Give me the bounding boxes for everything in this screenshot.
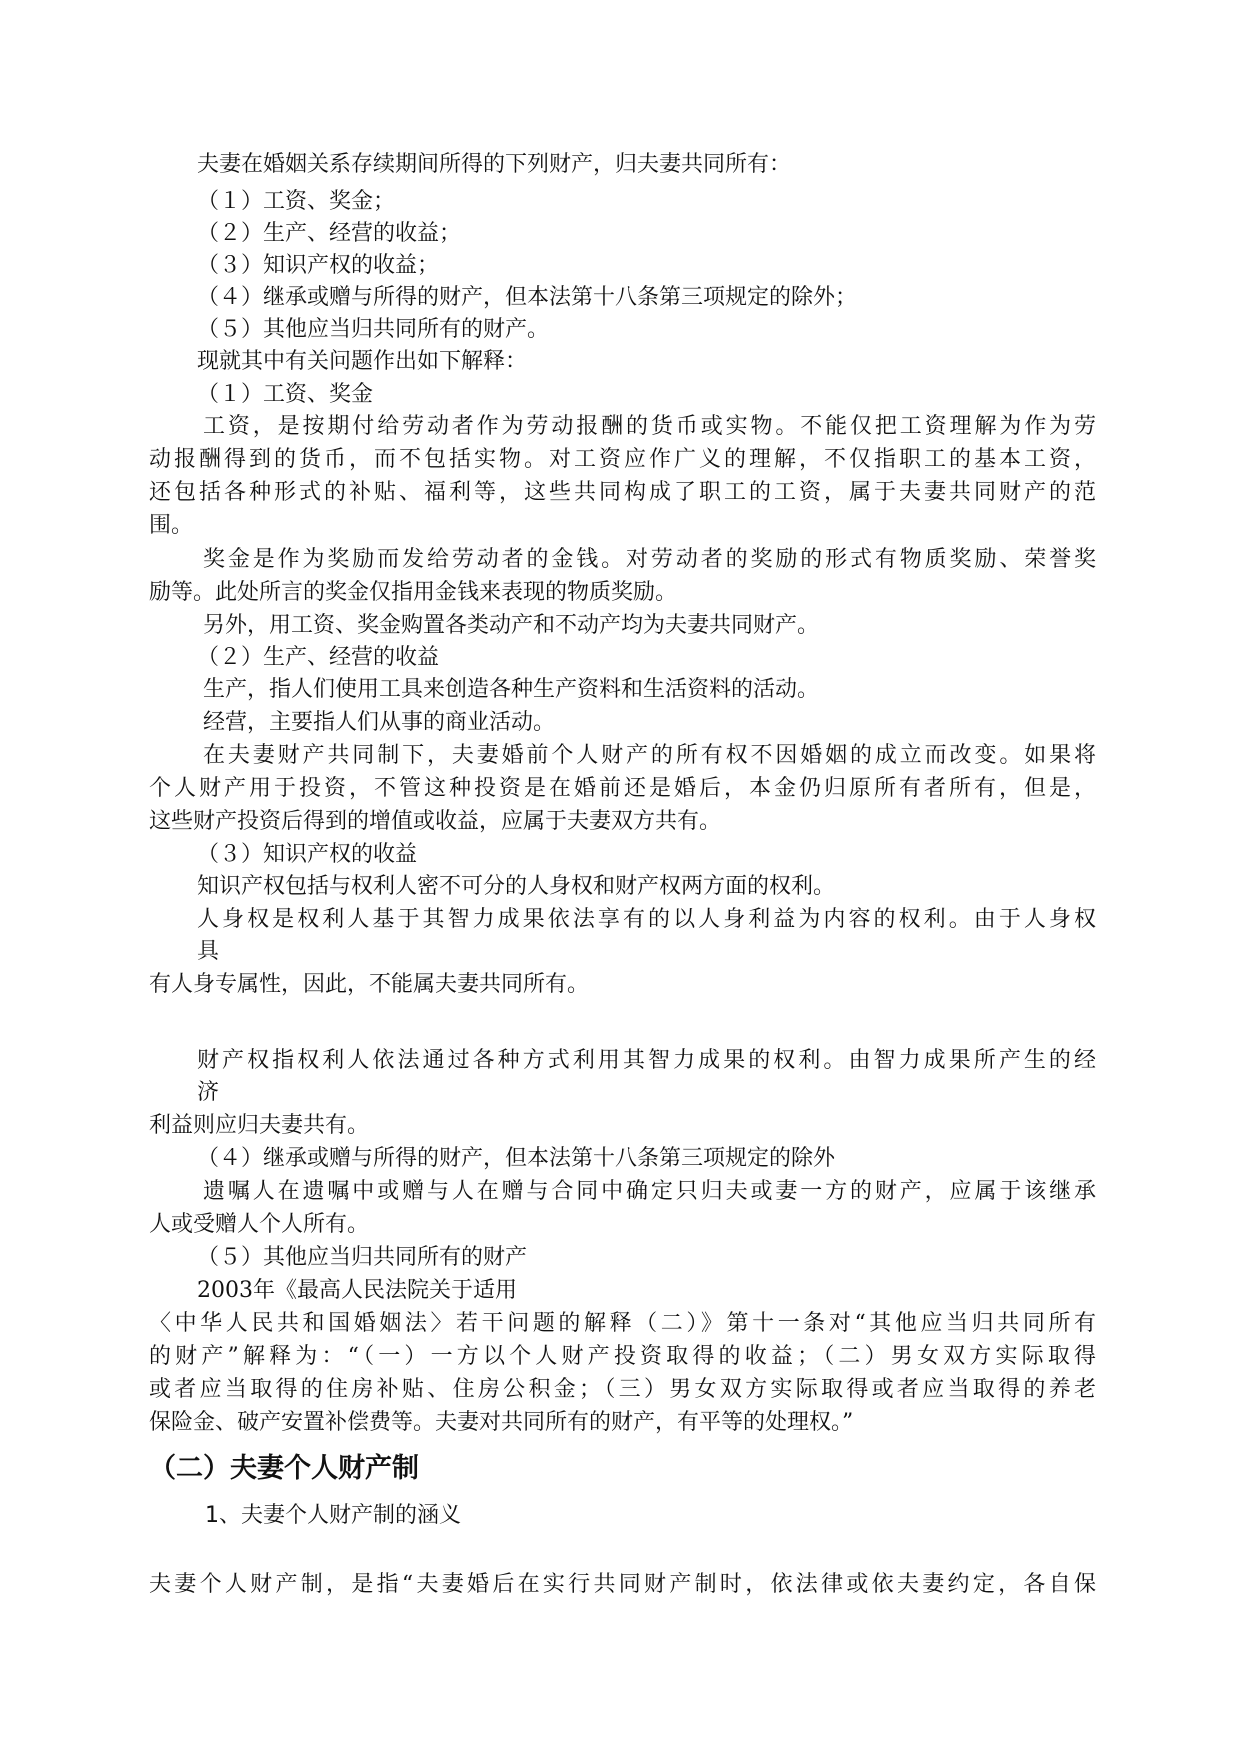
- paragraph-line: 或者应当取得的住房补贴、住房公积金；（三）男女双方实际取得或者应当取得的养老: [149, 1377, 1100, 1402]
- paragraph-line: 有人身专属性，因此，不能属夫妻共同所有。: [149, 972, 590, 997]
- paragraph-line: 知识产权包括与权利人密不可分的人身权和财产权两方面的权利。: [197, 874, 836, 899]
- list-item: （２）生产、经营的收益；: [197, 221, 462, 246]
- section-heading: （二）夫妻个人财产制: [149, 1453, 419, 1484]
- paragraph-line: 工资，是按期付给劳动者作为劳动报酬的货币或实物。不能仅把工资理解为作为劳: [203, 414, 1099, 439]
- paragraph-line: 这些财产投资后得到的增值或收益，应属于夫妻双方共有。: [149, 809, 722, 834]
- paragraph-line: 保险金、破产安置补偿费等。夫妻对共同所有的财产，有平等的处理权。”: [149, 1410, 854, 1435]
- list-item: （３）知识产权的收益；: [197, 253, 440, 278]
- paragraph-line: 人身权是权利人基于其智力成果依法享有的以人身利益为内容的权利。由于人身权: [197, 907, 1100, 932]
- paragraph-line: 励等。此处所言的奖金仅指用金钱来表现的物质奖励。: [149, 580, 678, 605]
- list-item: （１）工资、奖金；: [197, 189, 396, 214]
- paragraph-line: 现就其中有关问题作出如下解释：: [197, 349, 528, 374]
- paragraph-line: 具: [197, 939, 220, 964]
- subsection-heading: 1、夫妻个人财产制的涵义: [205, 1503, 461, 1528]
- paragraph-line: 生产，指人们使用工具来创造各种生产资料和生活资料的活动。: [203, 677, 820, 702]
- section-label: （５）其他应当归共同所有的财产: [197, 1245, 528, 1270]
- list-item: （４）继承或赠与所得的财产，但本法第十八条第三项规定的除外；: [197, 285, 858, 310]
- section-label: （１）工资、奖金: [197, 382, 374, 407]
- section-label: （４）继承或赠与所得的财产，但本法第十八条第三项规定的除外: [197, 1146, 836, 1171]
- paragraph-line: 经营，主要指人们从事的商业活动。: [203, 710, 556, 735]
- paragraph-line: 利益则应归夫妻共有。: [149, 1113, 370, 1138]
- paragraph-line: 个人财产用于投资，不管这种投资是在婚前还是婚后，本金仍归原所有者所有，但是，: [149, 776, 1099, 801]
- paragraph-line: 遗嘱人在遗嘱中或赠与人在赠与合同中确定只归夫或妻一方的财产，应属于该继承: [203, 1179, 1099, 1204]
- list-item: （５）其他应当归共同所有的财产。: [197, 317, 550, 342]
- paragraph-line: 济: [197, 1080, 220, 1105]
- section-label: （２）生产、经营的收益: [197, 645, 440, 670]
- paragraph-line: 2003年《最高人民法院关于适用: [197, 1278, 517, 1303]
- paragraph-line: 〈中华人民共和国婚姻法〉若干问题的解释（二）》第十一条对“其他应当归共同所有: [149, 1311, 1100, 1336]
- paragraph-line: 的财产”解释为：“（一）一方以个人财产投资取得的收益；（二）男女双方实际取得: [149, 1344, 1101, 1369]
- paragraph-line: 奖金是作为奖励而发给劳动者的金钱。对劳动者的奖励的形式有物质奖励、荣誉奖: [203, 547, 1099, 572]
- section-label: （３）知识产权的收益: [197, 842, 418, 867]
- paragraph-line: 人或受赠人个人所有。: [149, 1212, 370, 1237]
- paragraph-line: 在夫妻财产共同制下，夫妻婚前个人财产的所有权不因婚姻的成立而改变。如果将: [203, 743, 1099, 768]
- paragraph-line: 动报酬得到的货币，而不包括实物。对工资应作广义的理解，不仅指职工的基本工资，: [149, 447, 1099, 472]
- paragraph-line: 还包括各种形式的补贴、福利等，这些共同构成了职工的工资，属于夫妻共同财产的范: [149, 480, 1099, 505]
- paragraph-line: 围。: [149, 513, 194, 538]
- paragraph-line: 夫妻个人财产制，是指“夫妻婚后在实行共同财产制时，依法律或依夫妻约定，各自保: [149, 1572, 1100, 1597]
- paragraph-line: 财产权指权利人依法通过各种方式利用其智力成果的权利。由智力成果所产生的经: [197, 1048, 1100, 1073]
- paragraph-line: 另外，用工资、奖金购置各类动产和不动产均为夫妻共同财产。: [203, 613, 820, 638]
- paragraph-line: 夫妻在婚姻关系存续期间所得的下列财产，归夫妻共同所有：: [197, 152, 792, 177]
